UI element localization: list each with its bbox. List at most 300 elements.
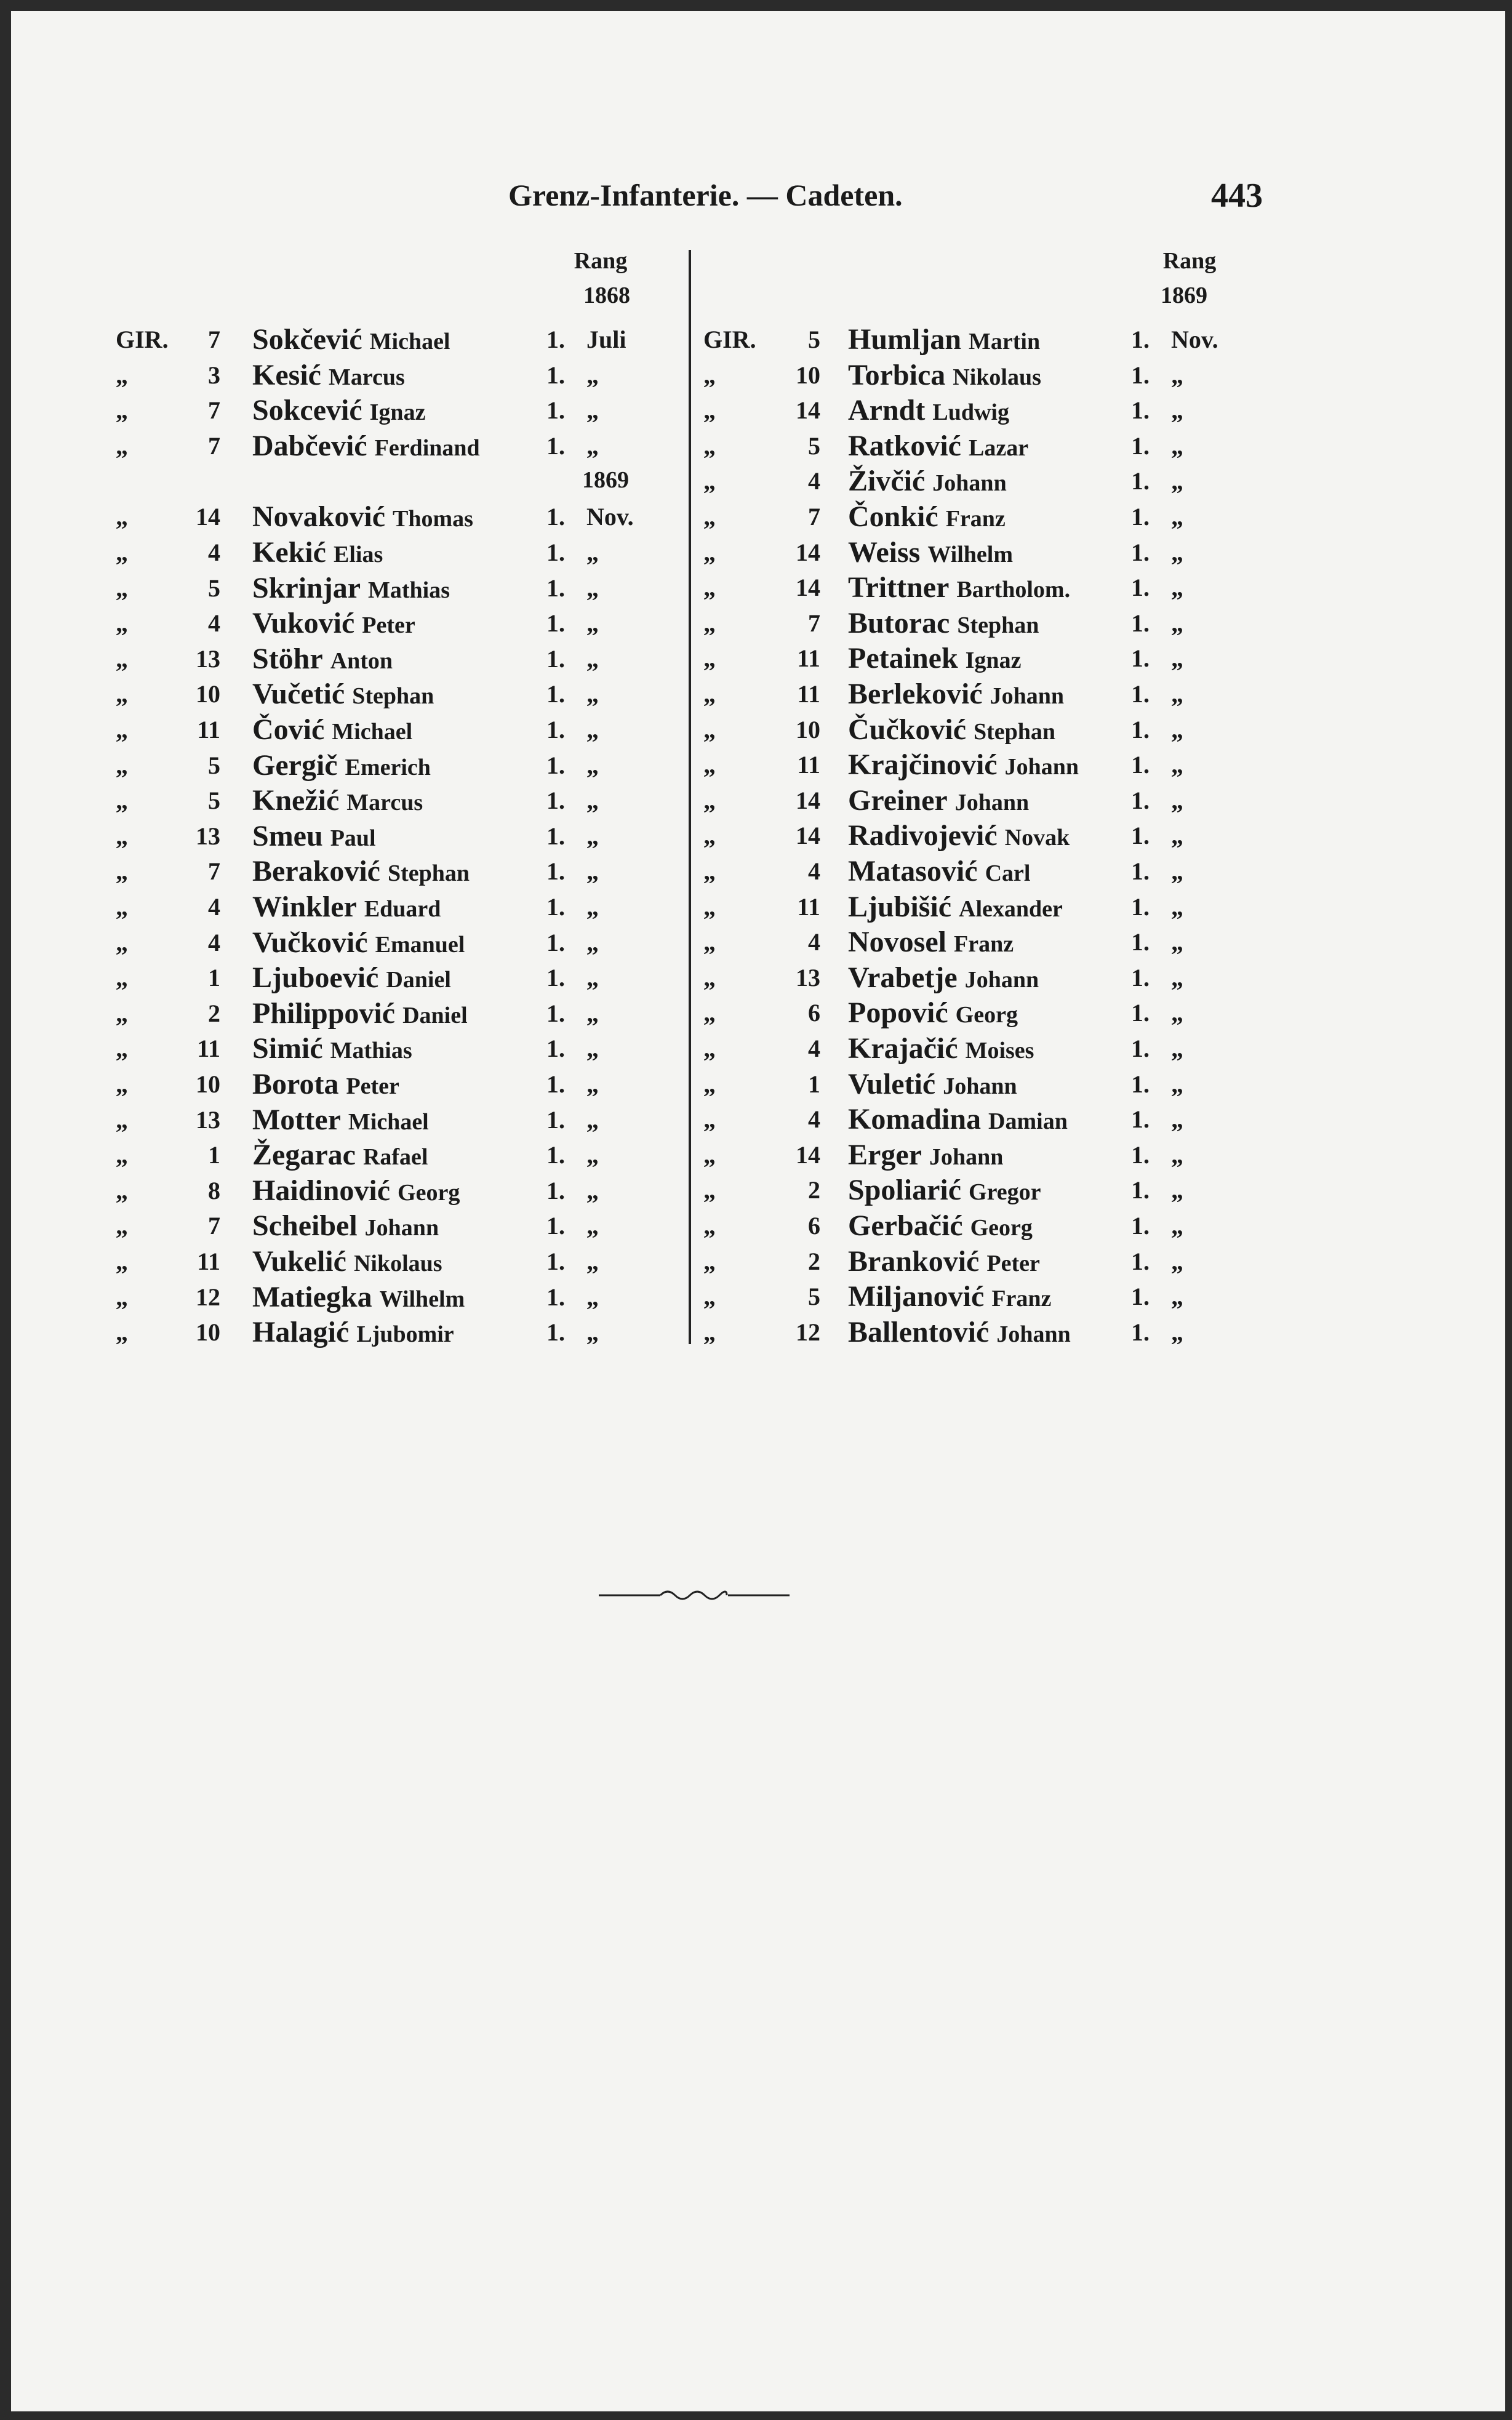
regiment-abbrev: „: [703, 1105, 716, 1134]
rank-day: 1.: [1131, 503, 1150, 531]
regiment-number: 14: [796, 822, 820, 850]
regiment-number: 11: [197, 716, 220, 743]
cadet-surname: Borota Peter: [252, 1068, 399, 1100]
rank-day: 1.: [1131, 928, 1150, 956]
cadet-surname: Beraković Stephan: [252, 855, 470, 888]
regiment-abbrev: „: [703, 538, 716, 566]
regiment-number: 11: [797, 644, 820, 673]
rank-month: „: [1171, 538, 1183, 566]
rank-day: 1.: [546, 396, 565, 425]
list-item: [11, 995, 1505, 1030]
rank-month: „: [586, 787, 599, 815]
cadet-surname: Sokcević Ignaz: [252, 394, 426, 427]
regiment-abbrev: „: [116, 1105, 128, 1134]
list-item: [11, 535, 1505, 570]
cadet-surname: Smeu Paul: [252, 819, 376, 852]
rank-day: 1.: [546, 1035, 565, 1063]
list-item: [11, 960, 1505, 995]
list-item: [11, 1137, 1505, 1172]
cadet-given-name: Mathias: [368, 577, 450, 603]
regiment-number: 4: [208, 539, 220, 566]
rank-day: 1.: [1131, 431, 1150, 460]
cadet-surname: Ballentović Johann: [848, 1315, 1071, 1348]
regiment-abbrev: „: [703, 644, 716, 673]
list-item: [11, 606, 1505, 641]
rank-day: 1.: [546, 822, 565, 850]
list-item: [11, 1279, 1505, 1314]
rank-month: „: [1171, 574, 1183, 602]
cadet-given-name: Stephan: [387, 860, 470, 887]
cadet-given-name: Ferdinand: [374, 435, 480, 461]
regiment-number: 1: [808, 1070, 820, 1098]
cadet-surname: Butorac Stephan: [848, 606, 1039, 639]
rank-month: „: [1171, 963, 1183, 992]
rank-month: „: [1171, 928, 1183, 956]
end-ornament: [599, 1587, 790, 1604]
rank-day: 1.: [1131, 326, 1150, 353]
regiment-number: 7: [208, 396, 220, 425]
regiment-abbrev: „: [703, 857, 716, 885]
regiment-number: 10: [196, 1318, 220, 1347]
regiment-abbrev: „: [703, 892, 716, 921]
list-item: [11, 747, 1505, 782]
cadet-surname: Čonkić Franz: [848, 500, 1006, 533]
cadet-given-name: Rafael: [362, 1144, 428, 1171]
list-item: [11, 1031, 1505, 1066]
cadet-given-name: Johann: [932, 470, 1007, 497]
regiment-number: 5: [808, 1283, 820, 1311]
cadet-given-name: Johann: [954, 789, 1030, 815]
cadet-given-name: Franz: [991, 1286, 1052, 1312]
regiment-abbrev: „: [116, 396, 128, 425]
cadet-surname: Čović Michael: [252, 713, 413, 746]
regiment-number: 13: [196, 1105, 220, 1134]
list-item: [11, 499, 1505, 534]
cadet-given-name: Georg: [398, 1179, 460, 1206]
cadet-given-name: Carl: [985, 860, 1031, 886]
regiment-abbrev: „: [116, 1248, 128, 1275]
regiment-number: 2: [808, 1247, 820, 1275]
cadet-given-name: Johann: [1004, 754, 1079, 780]
cadet-surname: Matiegka Wilhelm: [252, 1280, 465, 1313]
cadet-given-name: Peter: [986, 1250, 1040, 1276]
rank-day: 1.: [1131, 892, 1150, 921]
cadet-surname: Humljan Martin: [848, 323, 1041, 356]
cadet-surname: Čučković Stephan: [848, 713, 1056, 746]
rank-day: 1.: [546, 361, 565, 389]
rank-day: 1.: [546, 1176, 565, 1204]
rank-month: „: [1171, 467, 1183, 495]
regiment-abbrev: „: [703, 786, 716, 814]
rank-day: 1.: [1131, 644, 1150, 673]
regiment-abbrev: „: [703, 715, 716, 743]
left-year-1869: 1869: [582, 467, 629, 493]
cadet-surname: Krajčinović Johann: [848, 748, 1079, 782]
rank-day: 1.: [1131, 715, 1150, 743]
regiment-number: 7: [808, 609, 820, 637]
regiment-number: 12: [196, 1283, 220, 1311]
rank-day: 1.: [546, 1318, 565, 1347]
cadet-given-name: Georg: [955, 1002, 1018, 1028]
cadet-surname: Miljanović Franz: [848, 1280, 1052, 1313]
regiment-abbrev: „: [703, 963, 716, 992]
cadet-surname: Ljubišić Alexander: [848, 890, 1063, 923]
rank-day: 1.: [546, 1212, 565, 1240]
regiment-abbrev: „: [116, 1318, 128, 1347]
regiment-number: 13: [196, 644, 220, 673]
cadet-given-name: Nikolaus: [953, 364, 1041, 390]
rank-day: 1.: [1131, 609, 1150, 637]
left-year-1868: 1868: [583, 282, 630, 308]
rank-day: 1.: [1131, 361, 1150, 389]
cadet-surname: Haidinović Georg: [252, 1174, 460, 1207]
cadet-given-name: Eduard: [364, 896, 441, 922]
regiment-abbrev: „: [116, 893, 128, 921]
regiment-number: 7: [808, 503, 820, 531]
regiment-number: 14: [796, 1140, 820, 1169]
rank-day: 1.: [546, 609, 565, 638]
cadet-given-name: Ignaz: [965, 647, 1022, 674]
rank-month: „: [586, 1141, 599, 1169]
regiment-number: 3: [208, 361, 220, 389]
regiment-abbrev: „: [703, 1140, 716, 1169]
cadet-given-name: Lazar: [968, 435, 1029, 461]
regiment-number: 10: [196, 1070, 220, 1098]
rank-month: „: [586, 1212, 599, 1240]
list-item: [11, 854, 1505, 889]
cadet-given-name: Emanuel: [375, 931, 465, 958]
regiment-number: 14: [796, 574, 820, 602]
cadet-given-name: Moises: [965, 1038, 1034, 1064]
cadet-given-name: Stephan: [352, 683, 434, 710]
rank-month: „: [586, 964, 599, 992]
regiment-abbrev: „: [703, 503, 716, 531]
rank-month: „: [586, 1248, 599, 1275]
cadet-surname: Arndt Ludwig: [848, 394, 1009, 427]
cadet-given-name: Daniel: [402, 1002, 468, 1028]
regiment-number: 7: [208, 326, 220, 353]
regiment-number: 14: [796, 538, 820, 566]
rank-day: 1.: [546, 857, 565, 886]
rank-month: „: [586, 574, 599, 602]
list-item: [11, 1172, 1505, 1208]
regiment-number: 1: [208, 1141, 220, 1169]
rank-month: „: [1171, 822, 1183, 850]
cadet-surname: Branković Peter: [848, 1244, 1040, 1278]
rank-month: „: [586, 857, 599, 886]
rank-month: Nov.: [586, 503, 634, 531]
rank-month: „: [586, 1105, 599, 1134]
regiment-abbrev: „: [116, 644, 128, 673]
regiment-abbrev: „: [703, 1247, 716, 1275]
regiment-abbrev: „: [703, 574, 716, 602]
rank-day: 1.: [1131, 999, 1150, 1027]
cadet-surname: Greiner Johann: [848, 783, 1030, 817]
regiment-abbrev: „: [703, 822, 716, 850]
regiment-abbrev: GIR.: [703, 326, 756, 353]
rank-month: „: [586, 1176, 599, 1204]
rank-day: 1.: [1131, 680, 1150, 708]
rank-month: „: [1171, 1247, 1183, 1275]
regiment-number: 14: [796, 396, 820, 425]
cadet-surname: Dabčević Ferdinand: [252, 429, 480, 462]
regiment-number: 8: [208, 1176, 220, 1204]
right-year-1869: 1869: [1161, 282, 1207, 308]
rank-day: 1.: [546, 680, 565, 708]
regiment-abbrev: GIR.: [116, 326, 169, 353]
cadet-given-name: Alexander: [959, 895, 1063, 922]
regiment-abbrev: „: [703, 1283, 716, 1311]
regiment-abbrev: „: [116, 539, 128, 566]
regiment-abbrev: „: [703, 1318, 716, 1346]
rank-day: 1.: [546, 326, 565, 353]
regiment-abbrev: „: [116, 609, 128, 638]
rank-month: „: [1171, 503, 1183, 531]
cadet-surname: Winkler Eduard: [252, 891, 441, 923]
cadet-given-name: Thomas: [393, 506, 473, 532]
list-item: [11, 393, 1505, 428]
rank-day: 1.: [1131, 1247, 1150, 1275]
cadet-given-name: Novak: [1004, 825, 1070, 851]
regiment-abbrev: „: [116, 1283, 128, 1311]
rank-month: „: [1171, 786, 1183, 814]
cadet-surname: Matasović Carl: [848, 855, 1031, 887]
cadet-given-name: Peter: [362, 612, 415, 639]
rank-month: „: [1171, 1283, 1183, 1311]
rank-month: „: [1171, 751, 1183, 779]
rank-month: „: [1171, 1140, 1183, 1169]
rank-month: „: [586, 644, 599, 673]
regiment-abbrev: „: [116, 751, 128, 779]
list-item: [11, 1315, 1505, 1350]
regiment-number: 4: [208, 609, 220, 638]
cadet-surname: Berleković Johann: [848, 678, 1065, 710]
cadet-surname: Gergič Emerich: [252, 748, 431, 782]
regiment-abbrev: „: [116, 361, 128, 389]
regiment-abbrev: „: [703, 751, 716, 779]
right-rang-label: Rang: [1162, 248, 1217, 274]
cadet-surname: Vrabetje Johann: [848, 961, 1039, 994]
rank-day: 1.: [546, 1248, 565, 1275]
list-item: [11, 712, 1505, 747]
left-rang-label: Rang: [574, 248, 628, 274]
rank-month: Nov.: [1171, 326, 1218, 353]
running-header: Grenz-Infanterie. — Cadeten.: [508, 178, 903, 212]
rank-day: 1.: [1131, 538, 1150, 566]
cadet-given-name: Michael: [369, 329, 450, 355]
rank-day: 1.: [546, 1105, 565, 1134]
cadet-given-name: Gregor: [969, 1179, 1041, 1206]
rank-day: 1.: [546, 644, 565, 673]
regiment-abbrev: „: [116, 787, 128, 815]
cadet-given-name: Nikolaus: [353, 1251, 442, 1276]
regiment-abbrev: „: [703, 396, 716, 425]
regiment-abbrev: „: [116, 574, 128, 602]
regiment-abbrev: „: [703, 361, 716, 389]
regiment-number: 1: [208, 964, 220, 992]
rank-month: „: [1171, 1318, 1183, 1346]
rank-month: „: [586, 396, 599, 425]
rank-month: „: [1171, 1070, 1183, 1098]
regiment-number: 5: [808, 326, 820, 353]
cadet-surname: Vučković Emanuel: [252, 926, 465, 959]
rank-month: „: [586, 431, 599, 460]
cadet-given-name: Johann: [990, 683, 1065, 709]
cadet-given-name: Paul: [330, 825, 376, 851]
regiment-number: 4: [808, 928, 820, 956]
rank-month: „: [586, 361, 599, 389]
regiment-abbrev: „: [116, 503, 128, 531]
rank-month: „: [1171, 1035, 1183, 1062]
regiment-number: 10: [196, 680, 220, 708]
regiment-abbrev: „: [116, 431, 128, 460]
regiment-number: 4: [208, 893, 220, 921]
regiment-number: 4: [808, 467, 820, 495]
cadet-given-name: Anton: [330, 647, 393, 674]
rank-day: 1.: [1131, 1318, 1150, 1346]
cadet-given-name: Martin: [969, 329, 1041, 355]
rank-month: „: [1171, 680, 1183, 708]
list-item: [11, 570, 1505, 605]
regiment-abbrev: „: [703, 1035, 716, 1062]
cadet-surname: Komadina Damian: [848, 1103, 1068, 1136]
list-item: [11, 358, 1505, 393]
list-item: [11, 924, 1505, 960]
regiment-number: 6: [808, 999, 820, 1027]
cadet-surname: Sokčević Michael: [252, 323, 450, 356]
rank-day: 1.: [1131, 1105, 1150, 1134]
cadet-given-name: Michael: [332, 719, 413, 745]
cadet-surname: Vučetić Stephan: [252, 678, 434, 711]
cadet-given-name: Bartholom.: [956, 577, 1071, 603]
list-item: [11, 463, 1505, 499]
regiment-abbrev: „: [116, 857, 128, 886]
cadet-given-name: Johann: [943, 1073, 1017, 1099]
cadet-given-name: Georg: [970, 1215, 1033, 1241]
rank-day: 1.: [1131, 1035, 1150, 1062]
regiment-number: 11: [197, 1035, 220, 1063]
rank-month: „: [586, 716, 599, 743]
rank-day: 1.: [1131, 467, 1150, 495]
rank-day: 1.: [546, 503, 565, 531]
rank-day: 1.: [546, 787, 565, 815]
cadet-surname: Vukelić Nikolaus: [252, 1245, 442, 1278]
rank-month: „: [586, 680, 599, 708]
cadet-surname: Halagić Ljubomir: [252, 1316, 454, 1349]
cadet-surname: Kesić Marcus: [252, 358, 405, 391]
rank-month: „: [586, 999, 599, 1027]
regiment-number: 10: [796, 361, 820, 389]
cadet-surname: Radivojević Novak: [848, 819, 1070, 852]
rank-month: „: [1171, 999, 1183, 1027]
cadet-surname: Spoliarić Gregor: [848, 1174, 1041, 1207]
regiment-number: 14: [196, 503, 220, 531]
rank-day: 1.: [1131, 1070, 1150, 1098]
regiment-number: 6: [808, 1212, 820, 1240]
regiment-abbrev: „: [116, 680, 128, 708]
list-item: [11, 1067, 1505, 1102]
list-item: [11, 783, 1505, 818]
regiment-number: 10: [796, 715, 820, 743]
cadet-surname: Vuković Peter: [252, 607, 415, 640]
rank-month: „: [586, 928, 599, 956]
regiment-number: 4: [808, 1105, 820, 1134]
regiment-number: 11: [797, 680, 820, 708]
cadet-given-name: Mathias: [330, 1038, 412, 1064]
cadet-surname: Weiss Wilhelm: [848, 535, 1013, 569]
cadet-surname: Popović Georg: [848, 996, 1018, 1030]
rank-month: „: [1171, 644, 1183, 673]
regiment-abbrev: „: [116, 999, 128, 1027]
rank-day: 1.: [1131, 1176, 1150, 1204]
cadet-surname: Skrinjar Mathias: [252, 571, 450, 604]
list-item: [11, 1102, 1505, 1137]
regiment-number: 11: [797, 892, 820, 921]
regiment-abbrev: „: [116, 964, 128, 992]
rank-day: 1.: [1131, 1283, 1150, 1311]
rank-month: Juli: [586, 326, 626, 353]
cadet-surname: Novosel Franz: [848, 926, 1014, 959]
rank-day: 1.: [546, 1141, 565, 1169]
cadet-given-name: Franz: [945, 506, 1006, 532]
rank-day: 1.: [546, 928, 565, 956]
cadet-surname: Živčić Johann: [848, 465, 1007, 498]
rank-month: „: [1171, 1105, 1183, 1134]
regiment-number: 14: [796, 786, 820, 814]
rank-month: „: [1171, 715, 1183, 743]
cadet-given-name: Daniel: [386, 967, 451, 993]
rank-day: 1.: [546, 964, 565, 992]
cadet-given-name: Elias: [333, 542, 383, 567]
regiment-abbrev: „: [703, 680, 716, 708]
cadet-given-name: Johann: [964, 966, 1039, 993]
cadet-surname: Novaković Thomas: [252, 500, 473, 534]
rank-day: 1.: [546, 893, 565, 921]
regiment-abbrev: „: [116, 716, 128, 743]
regiment-abbrev: „: [703, 1176, 716, 1204]
cadet-surname: Žegarac Rafael: [252, 1139, 428, 1172]
cadet-given-name: Wilhelm: [927, 541, 1013, 567]
regiment-abbrev: „: [116, 822, 128, 850]
rank-month: „: [586, 1035, 599, 1063]
cadet-given-name: Ignaz: [369, 399, 426, 426]
rank-day: 1.: [1131, 574, 1150, 602]
cadet-surname: Petainek Ignaz: [848, 642, 1022, 675]
rank-month: „: [586, 893, 599, 921]
page-number: 443: [1211, 177, 1263, 215]
regiment-number: 12: [796, 1318, 820, 1346]
book-page: [11, 11, 1505, 2411]
rank-day: 1.: [546, 574, 565, 602]
rank-day: 1.: [1131, 751, 1150, 779]
cadet-given-name: Damian: [988, 1108, 1068, 1135]
regiment-abbrev: „: [703, 1212, 716, 1240]
rank-month: „: [586, 822, 599, 850]
cadet-surname: Knežić Marcus: [252, 784, 423, 817]
rank-month: „: [1171, 396, 1183, 425]
regiment-abbrev: „: [116, 928, 128, 956]
list-item: [11, 1244, 1505, 1279]
regiment-number: 11: [797, 751, 820, 779]
regiment-number: 13: [196, 822, 220, 850]
regiment-number: 4: [208, 928, 220, 956]
rank-day: 1.: [1131, 1140, 1150, 1169]
cadet-surname: Motter Michael: [252, 1103, 429, 1136]
cadet-given-name: Stephan: [957, 612, 1039, 638]
rank-month: „: [586, 539, 599, 566]
regiment-number: 7: [208, 857, 220, 886]
cadet-given-name: Michael: [348, 1108, 429, 1135]
